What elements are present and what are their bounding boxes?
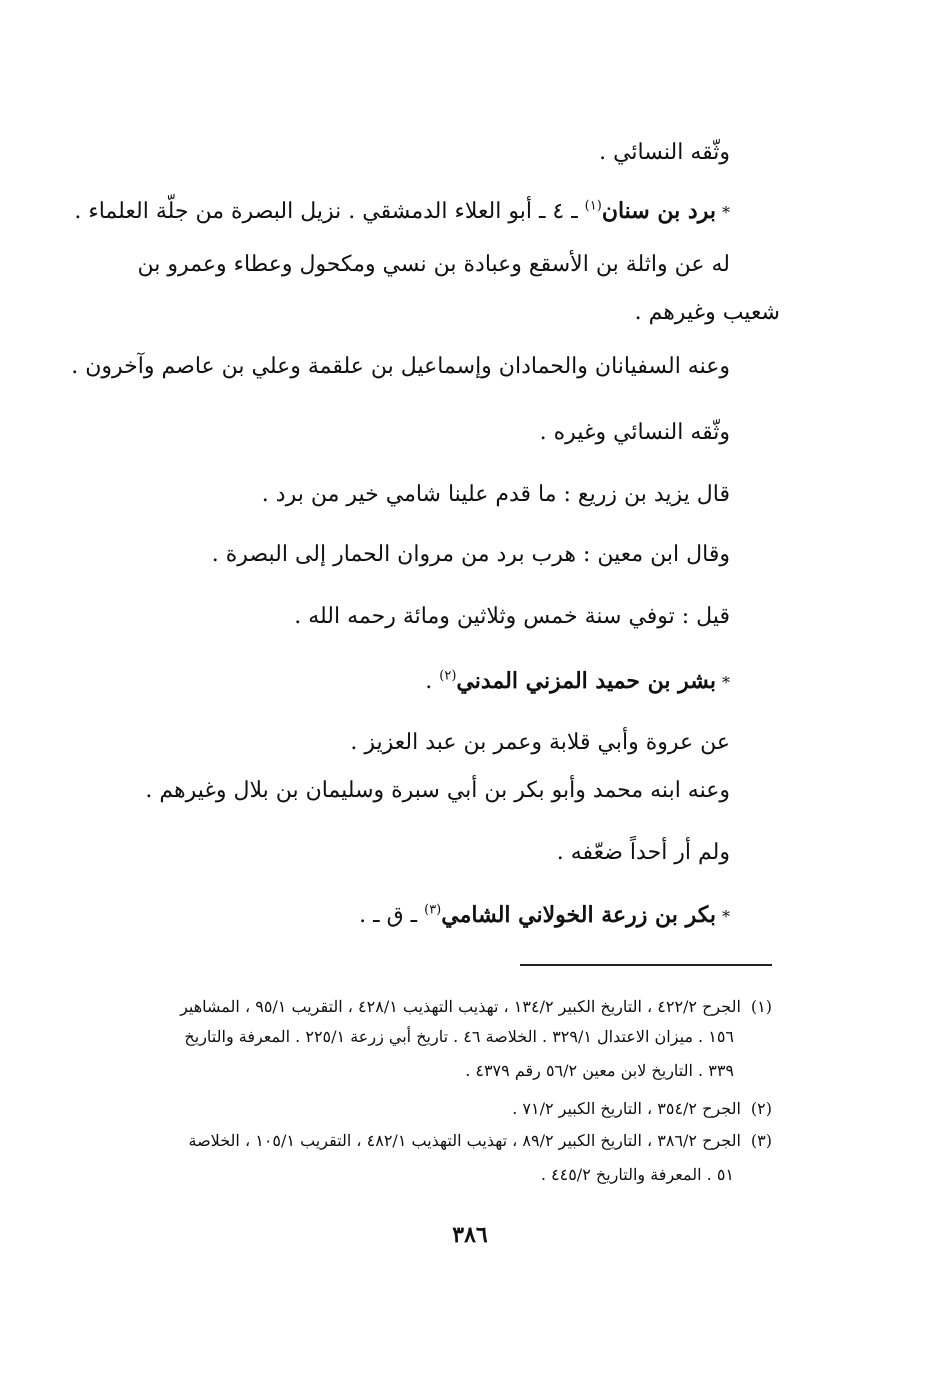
entry-description: . [425,669,440,694]
page-number: ٣٨٦ [452,1222,488,1248]
footnote-text: الجرح ٣٥٤/٢ ، التاريخ الكبير ٧١/٢ . [512,1099,741,1118]
entry-marker: * [722,907,730,926]
text-line: شعيب وغيرهم . [634,300,780,325]
text-line: وثّقه النسائي وغيره . [539,420,730,445]
footnote-text: ١٥٦ . ميزان الاعتدال ٣٢٩/١ . الخلاصة ٤٦ . تاريخ أبي زرعة ٢٢٥/١ . المعرفة والتاريخ [184,1027,734,1046]
entry-heading-burd [74,196,730,228]
entry-description: ـ ق ـ . [359,903,425,928]
footnote-1 [180,996,772,1018]
text-line: عن عروة وأبي قلابة وعمر بن عبد العزيز . [350,730,730,755]
entry-heading-bishr [425,666,730,698]
footnote-3 [189,1130,772,1152]
entry-name: برد بن سنان [601,198,716,224]
text-line: وعنه السفيانان والحمادان وإسماعيل بن علقمة وعلي بن عاصم وآخرون . [71,354,730,379]
text-line: له عن واثلة بن الأسقع وعبادة بن نسي ومكحول وعطاء وعمرو بن [137,252,730,277]
footnote-number: (٢) [750,1099,772,1118]
footnote-divider [520,964,772,966]
entry-description: ـ ٤ ـ أبو العلاء الدمشقي . نزيل البصرة من جلّة العلماء . [74,199,585,224]
text-line: وثّقه النسائي . [599,140,730,165]
entry-name: بشر بن حميد المزني المدني [456,668,716,694]
text-line: ولم أر أحداً ضعّفه . [556,840,730,865]
text-line: وعنه ابنه محمد وأبو بكر بن أبي سبرة وسليمان بن بلال وغيرهم . [145,778,730,803]
footnote-ref: (٣) [424,902,442,918]
entry-name: بكر بن زرعة الخولاني الشامي [441,902,716,928]
text-line: وقال ابن معين : هرب برد من مروان الحمار إلى البصرة . [211,542,730,567]
footnote-ref: (٢) [439,668,457,684]
footnote-number: (١) [750,997,772,1016]
footnote-number: (٣) [750,1131,772,1150]
text-line: قال يزيد بن زريع : ما قدم علينا شامي خير من برد . [261,482,730,507]
entry-heading-bakr [359,900,730,932]
entry-marker: * [722,203,730,222]
footnote-2 [512,1098,772,1120]
text-line: قيل : توفي سنة خمس وثلاثين ومائة رحمه الله . [294,604,730,629]
footnote-text: ٣٣٩ . التاريخ لابن معين ٥٦/٢ رقم ٤٣٧٩ . [465,1061,734,1080]
footnote-text: ٥١ . المعرفة والتاريخ ٤٤٥/٢ . [540,1165,734,1184]
entry-marker: * [722,673,730,692]
footnote-text: الجرح ٤٢٢/٢ ، التاريخ الكبير ١٣٤/٢ ، تهذيب التهذيب ٤٢٨/١ ، التقريب ٩٥/١ ، المشاهير [180,997,741,1016]
footnote-text: الجرح ٣٨٦/٢ ، التاريخ الكبير ٨٩/٢ ، تهذيب التهذيب ٤٨٢/١ ، التقريب ١٠٥/١ ، الخلاصة [188,1131,741,1150]
footnote-ref: (١) [584,198,602,214]
